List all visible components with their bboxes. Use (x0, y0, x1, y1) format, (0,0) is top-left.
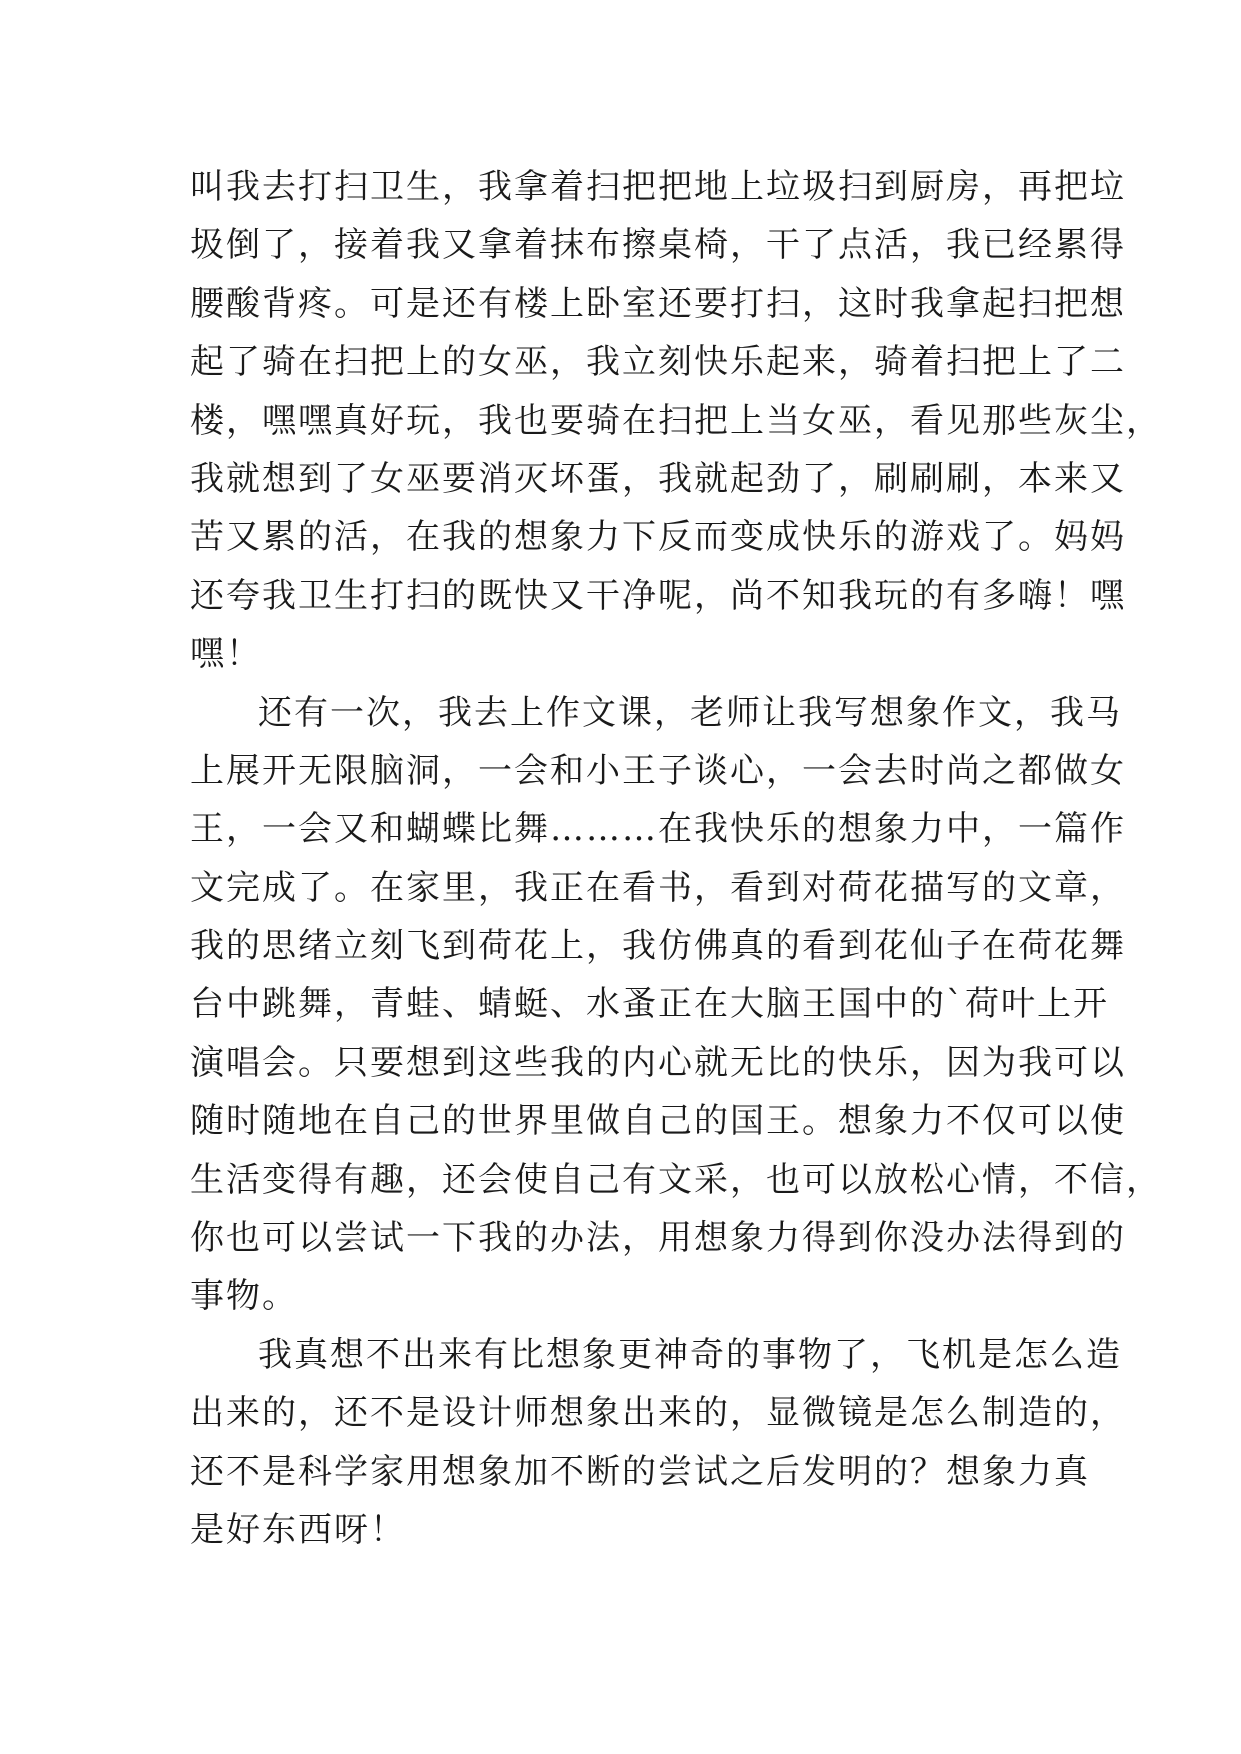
text-line: 文完成了。在家里，我正在看书，看到对荷花描写的文章， (190, 867, 1126, 908)
paragraph (190, 158, 1162, 684)
text-line: 还有一次，我去上作文课，老师让我写想象作文，我马 (258, 692, 1122, 733)
text-line: 生活变得有趣，还会使自己有文采，也可以放松心情，不信， (190, 1159, 1162, 1200)
paragraph (190, 684, 1162, 1326)
text-line: 王，一会又和蝴蝶比舞………在我快乐的想象力中，一篇作 (190, 809, 1126, 850)
text-line: 嘿！ (190, 634, 262, 675)
text-line: 圾倒了，接着我又拿着抹布擦桌椅，干了点活，我已经累得 (190, 225, 1126, 266)
text-line: 腰酸背疼。可是还有楼上卧室还要打扫，这时我拿起扫把想 (190, 283, 1126, 324)
text-line: 起了骑在扫把上的女巫，我立刻快乐起来，骑着扫把上了二 (190, 342, 1126, 383)
text-line: 你也可以尝试一下我的办法，用想象力得到你没办法得到的 (190, 1218, 1126, 1259)
text-line: 还夸我卫生打扫的既快又干净呢，尚不知我玩的有多嗨！嘿 (190, 575, 1126, 616)
text-line: 演唱会。只要想到这些我的内心就无比的快乐，因为我可以 (190, 1042, 1126, 1083)
text-line: 是好东西呀！ (190, 1509, 406, 1550)
text-line: 事物。 (190, 1276, 298, 1317)
text-line: 出来的，还不是设计师想象出来的，显微镜是怎么制造的， (190, 1393, 1126, 1434)
essay-body (190, 158, 1162, 1559)
text-line: 还不是科学家用想象加不断的尝试之后发明的？想象力真 (190, 1451, 1090, 1492)
text-line: 上展开无限脑洞，一会和小王子谈心，一会去时尚之都做女 (190, 750, 1126, 791)
text-line: 苦又累的活，在我的想象力下反而变成快乐的游戏了。妈妈 (190, 517, 1126, 558)
text-line: 随时随地在自己的世界里做自己的国王。想象力不仅可以使 (190, 1101, 1126, 1142)
text-line: 我的思绪立刻飞到荷花上，我仿佛真的看到花仙子在荷花舞 (190, 926, 1126, 967)
text-line: 叫我去打扫卫生，我拿着扫把把地上垃圾扫到厨房，再把垃 (190, 167, 1126, 207)
paragraph (190, 1326, 1126, 1560)
text-line: 我真想不出来有比想象更神奇的事物了，飞机是怎么造 (258, 1334, 1122, 1375)
text-line: 台中跳舞，青蛙、蜻蜓、水蚤正在大脑王国中的`荷叶上开 (190, 984, 1109, 1025)
text-line: 楼，嘿嘿真好玩，我也要骑在扫把上当女巫，看见那些灰尘， (190, 400, 1162, 441)
text-line: 我就想到了女巫要消灭坏蛋，我就起劲了，刷刷刷，本来又 (190, 458, 1126, 499)
